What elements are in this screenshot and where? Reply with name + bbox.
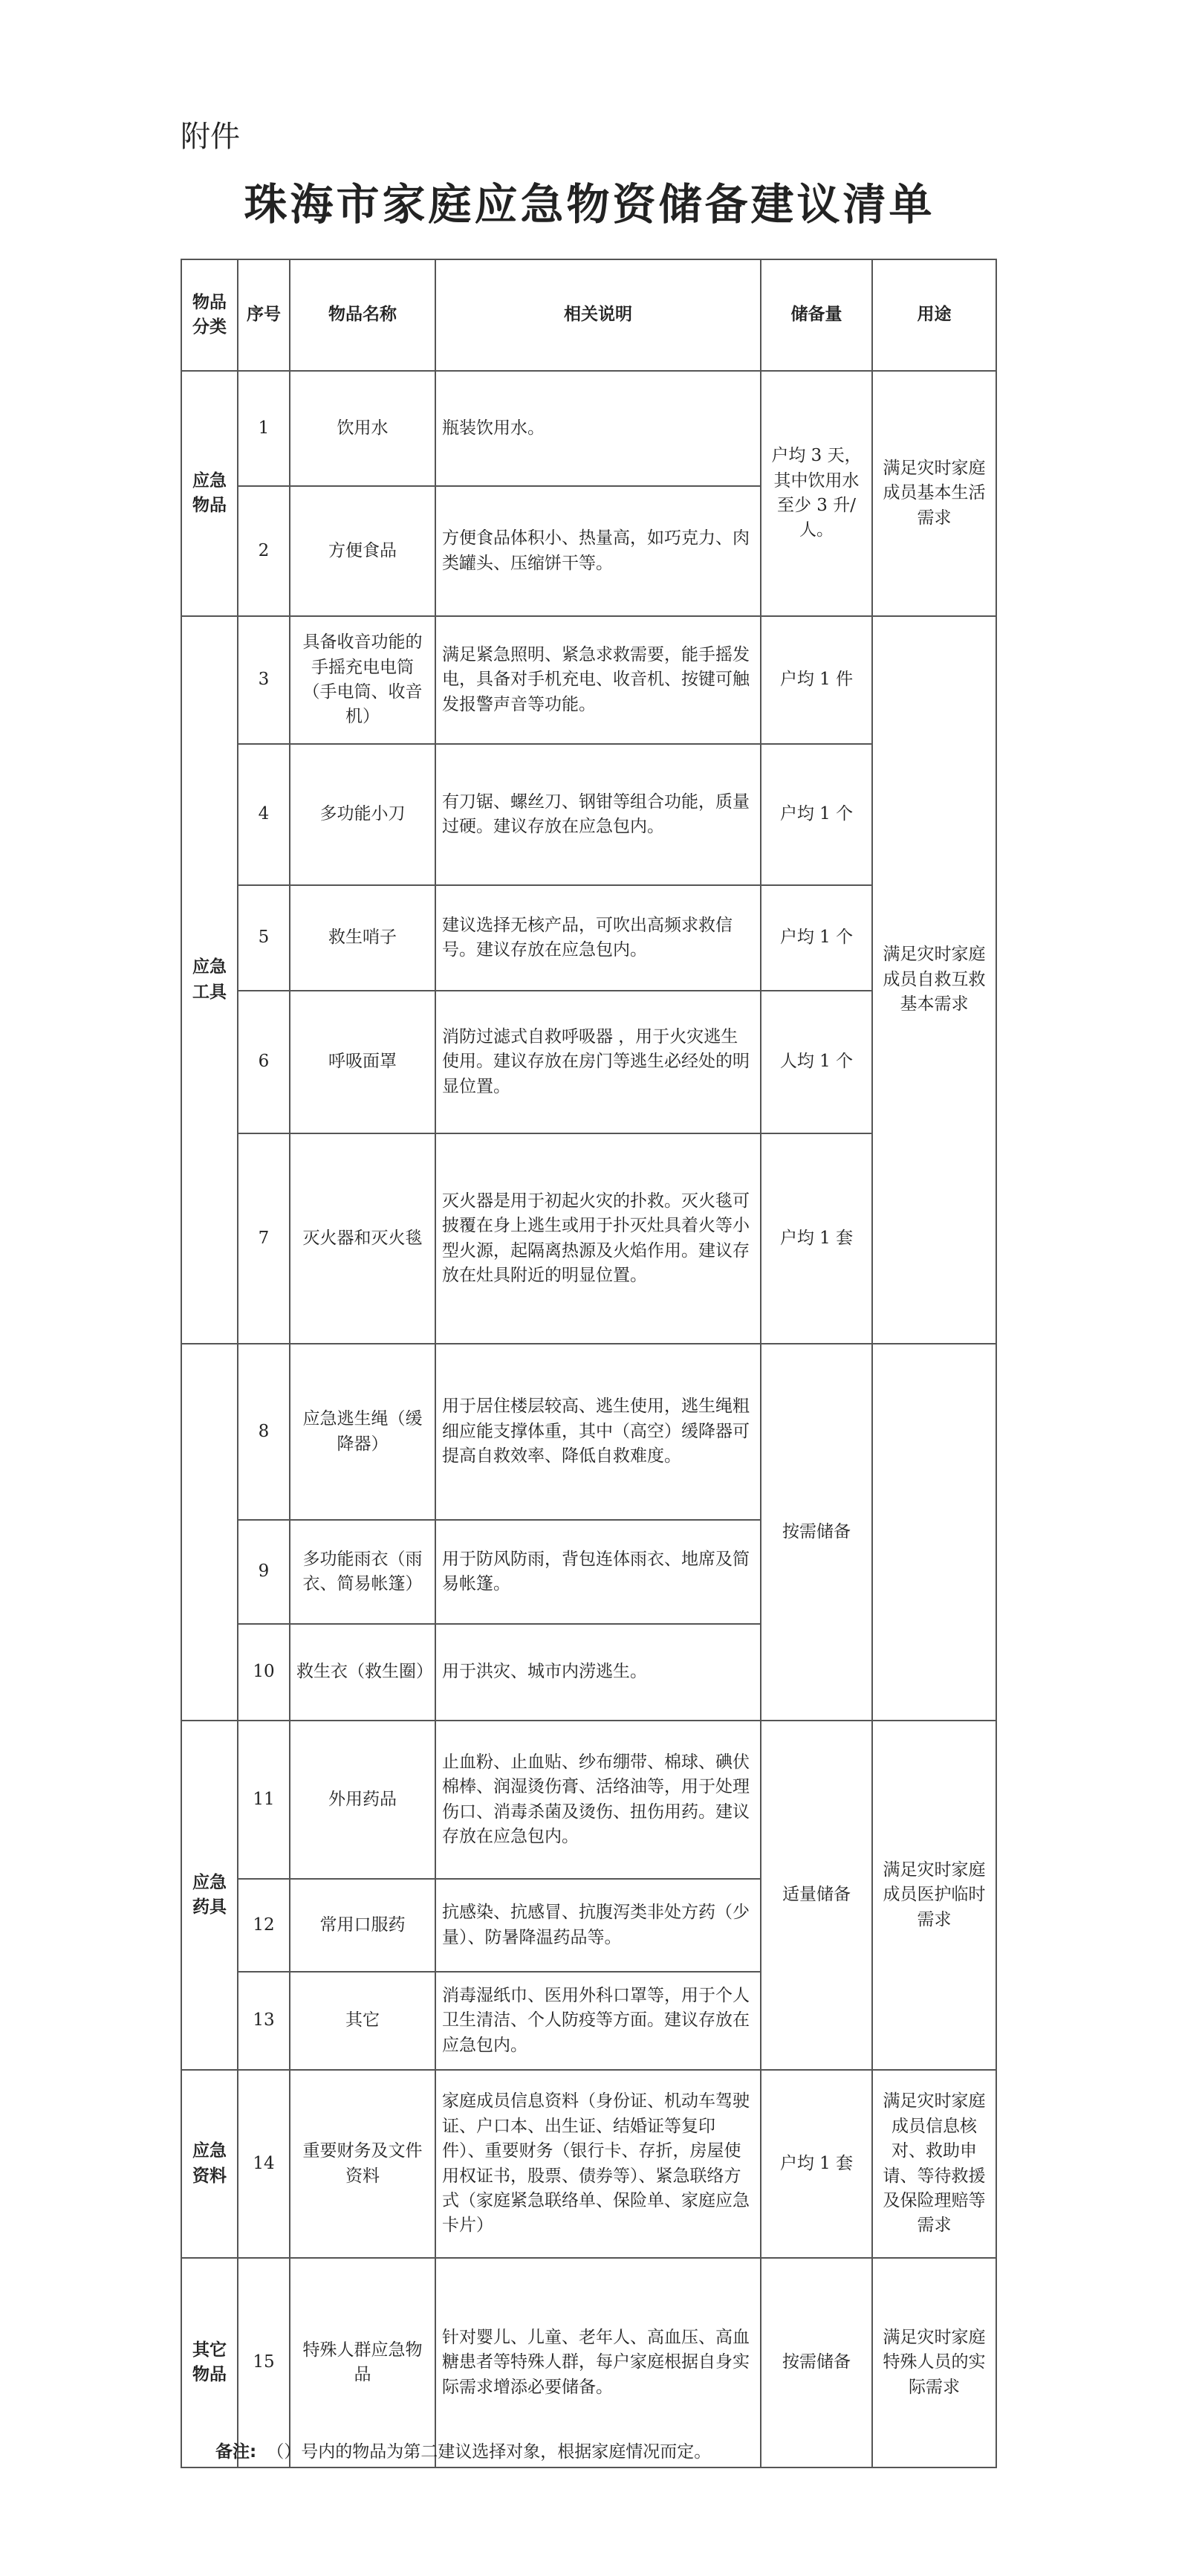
category-other-items: 其它物品 — [181, 2258, 238, 2467]
row-name: 方便食品 — [290, 486, 435, 616]
row-num: 1 — [238, 371, 290, 486]
row-num: 9 — [238, 1520, 290, 1624]
row-amount: 按需储备 — [761, 1344, 872, 1721]
header-amount: 储备量 — [761, 259, 872, 371]
row-name: 重要财务及文件资料 — [290, 2070, 435, 2258]
header-use: 用途 — [872, 259, 996, 371]
table-row — [181, 616, 996, 744]
row-desc: 用于居住楼层较高、逃生使用，逃生绳粗细应能支撑体重，其中（高空）缓降器可提高自救效率、降低自救难度。 — [435, 1344, 761, 1520]
row-name: 具备收音功能的手摇充电电筒（手电筒、收音机） — [290, 616, 435, 744]
row-name: 多功能小刀 — [290, 744, 435, 885]
row-amount: 户均 1 套 — [761, 2070, 872, 2258]
footnote-text: （）号内的物品为第二建议选择对象，根据家庭情况而定。 — [267, 2442, 712, 2462]
row-name: 应急逃生绳（缓降器） — [290, 1344, 435, 1520]
row-num: 11 — [238, 1721, 290, 1879]
category-emergency-items: 应急物品 — [181, 371, 238, 616]
table-row — [181, 2258, 996, 2467]
row-amount: 适量储备 — [761, 1721, 872, 2070]
row-name: 饮用水 — [290, 371, 435, 486]
header-name: 物品名称 — [290, 259, 435, 371]
row-name: 常用口服药 — [290, 1879, 435, 1972]
attachment-label: 附件 — [181, 120, 240, 154]
header-num: 序号 — [238, 259, 290, 371]
header-category: 物品分类 — [181, 259, 238, 371]
row-use: 满足灾时家庭特殊人员的实际需求 — [872, 2258, 996, 2467]
row-num: 4 — [238, 744, 290, 885]
category-emergency-documents: 应急资料 — [181, 2070, 238, 2258]
row-amount: 户均 1 套 — [761, 1133, 872, 1344]
row-desc: 建议选择无核产品，可吹出高频求救信号。建议存放在应急包内。 — [435, 885, 761, 991]
row-desc: 针对婴儿、儿童、老年人、高血压、高血糖患者等特殊人群，每户家庭根据自身实际需求增添必要储备。 — [435, 2258, 761, 2467]
row-num: 5 — [238, 885, 290, 991]
row-name: 多功能雨衣（雨衣、简易帐篷） — [290, 1520, 435, 1624]
row-desc: 方便食品体积小、热量高，如巧克力、肉类罐头、压缩饼干等。 — [435, 486, 761, 616]
row-name: 其它 — [290, 1972, 435, 2070]
row-desc: 满足紧急照明、紧急求救需要，能手摇发电，具备对手机充电、收音机、按键可触发报警声音等功能。 — [435, 616, 761, 744]
row-num: 3 — [238, 616, 290, 744]
row-desc: 用于防风防雨，背包连体雨衣、地席及简易帐篷。 — [435, 1520, 761, 1624]
row-desc: 灭火器是用于初起火灾的扑救。灭火毯可披覆在身上逃生或用于扑灭灶具着火等小型火源，起隔离热源及火焰作用。建议存放在灶具附近的明显位置。 — [435, 1133, 761, 1344]
table-row — [181, 2070, 996, 2258]
row-desc: 家庭成员信息资料（身份证、机动车驾驶证、户口本、出生证、结婚证等复印件）、重要财务（银行卡、存折，房屋使用权证书，股票、债券等）、紧急联络方式（家庭紧急联络单、保险单、家庭应急卡片） — [435, 2070, 761, 2258]
row-amount: 户均 1 件 — [761, 616, 872, 744]
row-amount: 人均 1 个 — [761, 991, 872, 1133]
category-emergency-tools: 应急工具 — [181, 616, 238, 1344]
row-num: 10 — [238, 1624, 290, 1721]
footnote-label: 备注: — [215, 2442, 257, 2462]
row-name: 灭火器和灭火毯 — [290, 1133, 435, 1344]
row-num: 15 — [238, 2258, 290, 2467]
header-desc: 相关说明 — [435, 259, 761, 371]
row-desc: 瓶装饮用水。 — [435, 371, 761, 486]
row-num: 13 — [238, 1972, 290, 2070]
row-num: 6 — [238, 991, 290, 1133]
row-amount: 户均 3 天，其中饮用水至少 3 升/人。 — [761, 371, 872, 616]
row-use: 满足灾时家庭成员自救互救基本需求 — [872, 616, 996, 1344]
row-use — [872, 1344, 996, 1721]
row-desc: 用于洪灾、城市内涝逃生。 — [435, 1624, 761, 1721]
table-row — [181, 1721, 996, 1879]
page-title: 珠海市家庭应急物资储备建议清单 — [244, 179, 935, 230]
row-amount: 户均 1 个 — [761, 885, 872, 991]
row-name: 特殊人群应急物品 — [290, 2258, 435, 2467]
row-use: 满足灾时家庭成员信息核对、救助申请、等待救援及保险理赔等需求 — [872, 2070, 996, 2258]
row-desc: 有刀锯、螺丝刀、钢钳等组合功能，质量过硬。建议存放在应急包内。 — [435, 744, 761, 885]
row-name: 外用药品 — [290, 1721, 435, 1879]
row-amount: 户均 1 个 — [761, 744, 872, 885]
category-blank — [181, 1344, 238, 1721]
row-num: 2 — [238, 486, 290, 616]
row-num: 12 — [238, 1879, 290, 1972]
row-name: 救生衣（救生圈） — [290, 1624, 435, 1721]
row-desc: 消防过滤式自救呼吸器 ，用于火灾逃生使用。建议存放在房门等逃生必经处的明显位置。 — [435, 991, 761, 1133]
row-desc: 抗感染、抗感冒、抗腹泻类非处方药（少量）、防暑降温药品等。 — [435, 1879, 761, 1972]
row-use: 满足灾时家庭成员基本生活需求 — [872, 371, 996, 616]
supply-table — [181, 259, 997, 2468]
row-name: 救生哨子 — [290, 885, 435, 991]
table-row — [181, 371, 996, 486]
row-num: 14 — [238, 2070, 290, 2258]
row-amount: 按需储备 — [761, 2258, 872, 2467]
row-num: 7 — [238, 1133, 290, 1344]
footnote — [215, 2438, 711, 2462]
table-row — [181, 1344, 996, 1520]
row-desc: 止血粉、止血贴、纱布绷带、棉球、碘伏棉棒、润湿烫伤膏、活络油等，用于处理伤口、消毒杀菌及烫伤、扭伤用药。建议存放在应急包内。 — [435, 1721, 761, 1879]
table-header-row — [181, 259, 996, 371]
category-emergency-medicine: 应急药具 — [181, 1721, 238, 2070]
row-use: 满足灾时家庭成员医护临时需求 — [872, 1721, 996, 2070]
row-num: 8 — [238, 1344, 290, 1520]
row-desc: 消毒湿纸巾、医用外科口罩等，用于个人卫生清洁、个人防疫等方面。建议存放在应急包内。 — [435, 1972, 761, 2070]
row-name: 呼吸面罩 — [290, 991, 435, 1133]
